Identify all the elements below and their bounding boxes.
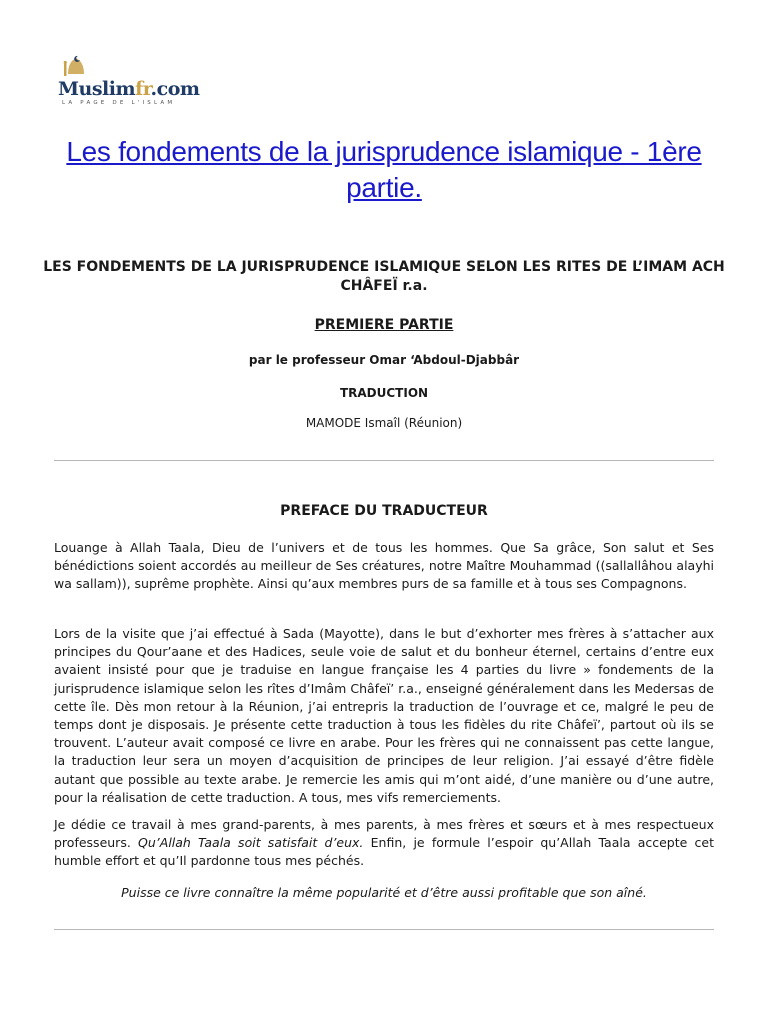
author-line: par le professeur Omar ‘Abdoul-Djabbâr (248, 353, 520, 367)
preface-paragraph-3 (54, 816, 714, 871)
logo-wordmark: Muslimfr.com (58, 78, 200, 100)
logo-tagline: LA PAGE DE L'ISLAM (62, 100, 176, 106)
dedication-closing: Enfin, je formule l’espoir qu’Allah Taala accepte cet humble effort et qu’Il pardonne tous mes péchés. (54, 835, 715, 869)
dedication-italic: Qu’Allah Taala soit satisfait d’eux. (138, 835, 364, 851)
divider-bottom (54, 929, 714, 930)
divider-top (54, 460, 714, 461)
main-heading: LES FONDEMENTS DE LA JURISPRUDENCE ISLAMIQUE SELON LES RITES DE L’IMAM ACH CHÂFEÏ r.a. (43, 259, 725, 294)
translator-name: MAMODE Ismaîl (Réunion) (305, 416, 463, 430)
preface-paragraph-1: Louange à Allah Taala, Dieu de l’univers et de tous les hommes. Que Sa grâce, Son salut et Ses bénédictions soient accordés au meilleur de Ses créatures, notre Maître Mouhammad ((sallallâhou alayhi wa sallam)), suprême prophète. Ainsi qu’aux membres purs de sa famille et à tous ses Compagnons. (54, 540, 714, 592)
site-logo[interactable] (54, 52, 206, 108)
preface-heading: PREFACE DU TRADUCTEUR (280, 503, 488, 519)
preface-closing-italic: Puisse ce livre connaître la même popularité et d’être aussi profitable que son aîné. (121, 885, 647, 900)
translation-label: TRADUCTION (339, 386, 429, 400)
part-heading: PREMIERE PARTIE (314, 317, 454, 333)
preface-paragraph-2: Lors de la visite que j’ai effectué à Sada (Mayotte), dans le but d’exhorter mes frères à s’attacher aux principes du Qour’aane et des Hadices, seule voie de salut et du bonheur éternel, certains d’entre eux avaient insisté pour que je traduise en langue française les 4 parties du livre » fondements de la jurisprudence islamique selon les rîtes d’Imâm Châfeï’ r.a., enseigné généralement dans les Medersas de cette île. Dès mon retour à la Réunion, j’ai entrepris la traduction de l’ouvrage et ce, malgré le peu de temps dont je disposais. Je présente cette traduction à tous les fidèles du rite Châfeï’, partout où ils se trouvent. L’auteur avait composé ce livre en arabe. Pour les frères qui ne connaissent pas cette langue, la traduction leur sera un moyen d’acquisition de principes de leur religion. J’ai essayé d’être fidèle autant que possible au texte arabe. Je remercie les amis qui m’ont aidé, d’une manière ou d’une autre, pour la réalisation de cette traduction. A tous, mes vifs remerciements. (54, 626, 714, 805)
dedication-text: Je dédie ce travail à mes grand-parents, à mes parents, à mes frères et sœurs et à mes respectueux professeurs. (54, 817, 714, 851)
page-title-link[interactable]: Les fondements de la jurisprudence islamique - 1ère partie. (66, 136, 702, 203)
